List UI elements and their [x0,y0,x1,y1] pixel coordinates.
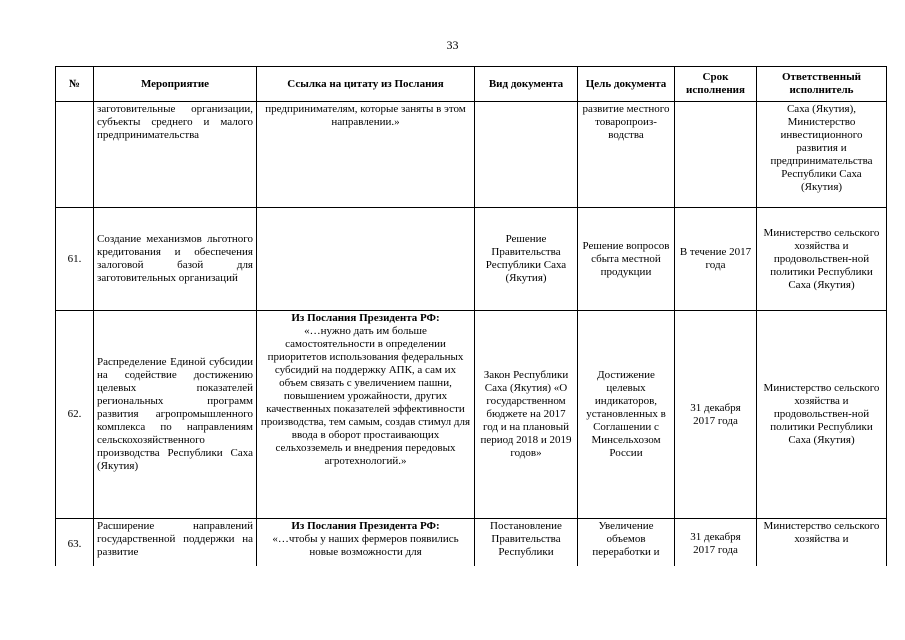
table-row [56,102,887,208]
header-num: № [56,67,94,102]
row-num: 63. [56,519,94,570]
row-goal: Решение вопросов сбыта местной продукции [578,208,675,311]
row-event: заготовительные организации, субъекты среднего и малого предпринимательства [94,102,257,208]
row-responsible: Министерство сельского хозяйства и продовольствен-ной политики Республики Саха (Якутия) [757,311,887,519]
row-term [675,102,757,208]
row-doc-type: Закон Республики Саха (Якутия) «О государственном бюджете на 2017 год и на плановый период 2018 и 2019 годов» [475,311,578,519]
plan-table [55,66,887,570]
table-header-row [56,67,887,102]
header-event: Мероприятие [94,67,257,102]
row-num: 62. [56,311,94,519]
row-quote [257,208,475,311]
row-responsible: Министерство сельского хозяйства и [757,519,887,570]
quote-text: предпринимателям, которые заняты в этом направлении.» [265,103,466,128]
row-event: Расширение направлений государственной поддержки на развитие [94,519,257,570]
row-responsible: Саха (Якутия), Министерство инвестиционного развития и предпринимательства Республики Саха (Якутия) [757,102,887,208]
page-bottom-margin [0,566,905,640]
table-row [56,208,887,311]
row-doc-type [475,102,578,208]
quote-text: «…чтобы у наших фермеров появились новые возможности для [272,533,459,558]
header-quote: Ссылка на цитату из Послания [257,67,475,102]
row-doc-type: Постановление Правительства Республики [475,519,578,570]
row-goal: Достижение целевых индикаторов, установленных в Соглашении с Минсельхозом России [578,311,675,519]
row-quote [257,102,475,208]
row-term: В течение 2017 года [675,208,757,311]
row-responsible: Министерство сельского хозяйства и продовольствен-ной политики Республики Саха (Якутия) [757,208,887,311]
row-doc-type: Решение Правительства Республики Саха (Якутия) [475,208,578,311]
header-doc-type: Вид документа [475,67,578,102]
row-quote [257,519,475,570]
row-term: 31 декабря 2017 года [675,311,757,519]
header-term: Срок исполнения [675,67,757,102]
row-num [56,102,94,208]
page-number: 33 [446,38,459,52]
table-row [56,311,887,519]
row-event: Распределение Единой субсидии на содействие достижению целевых показателей региональных программ развития агропромышленного комплекса по направлениям сельскохозяйственного производства Республики Саха (Якутия) [94,311,257,519]
header-responsible: Ответственный исполнитель [757,67,887,102]
quote-title: Из Послания Президента РФ: [291,520,440,532]
row-event: Создание механизмов льготного кредитования и обеспечения залоговой базой для заготовительных организаций [94,208,257,311]
quote-title: Из Послания Президента РФ: [291,312,440,324]
header-goal: Цель документа [578,67,675,102]
row-term: 31 декабря 2017 года [675,519,757,570]
row-goal: Увеличение объемов переработки и [578,519,675,570]
row-goal: развитие местного товаропроиз-водства [578,102,675,208]
row-quote [257,311,475,519]
quote-text: «…нужно дать им больше самостоятельности в определении приоритетов использования федеральных субсидий на поддержку АПК, а сам их объем связать с увеличением пашни, повышением урожайности, других качественных показателей эффективности производства, тем самым, создав стимул для ввода в оборот простаивающих сельхозземель и внедрения передовых агротехнологий.» [260,325,471,467]
row-num: 61. [56,208,94,311]
table-row [56,519,887,570]
